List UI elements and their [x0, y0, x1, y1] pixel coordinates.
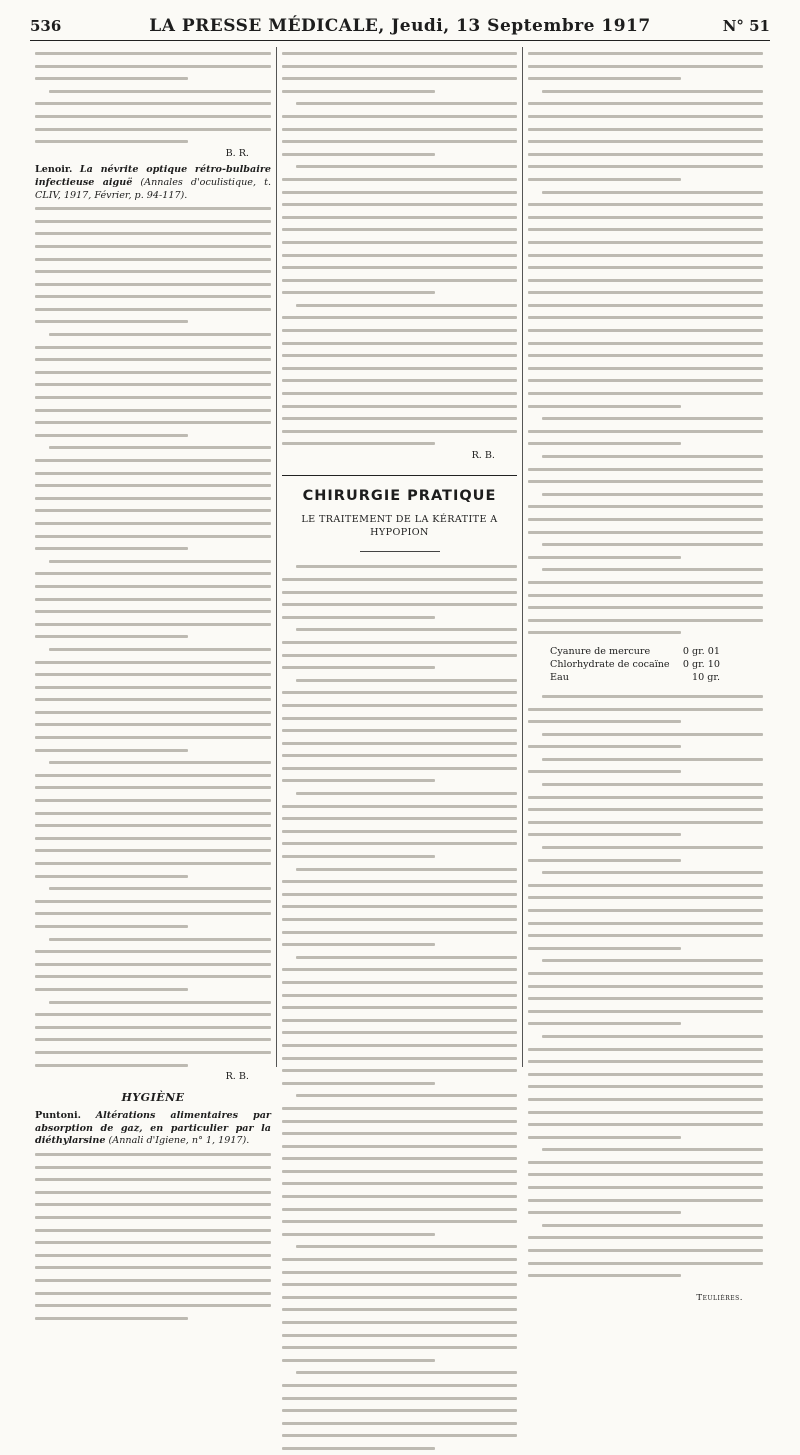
text-block [35, 202, 271, 1071]
signature: B. R. [225, 147, 249, 159]
entry-author: Puntoni. [35, 1110, 81, 1122]
section-title: CHIRURGIE PRATIQUE [302, 487, 497, 504]
bibliographic-entry [35, 164, 271, 202]
text-block [35, 47, 271, 148]
formula-row [550, 671, 720, 684]
signature: R. B. [471, 450, 495, 461]
section-divider [282, 475, 517, 476]
entry-reference: (Annales d'oculistique, t. CLIV, 1917, Février, p. 94-117). [35, 176, 271, 201]
entry-title: Altérations alimentaires par absorption de gaz, en particulier par la diéthylarsine [35, 1110, 271, 1147]
entry-author: Lenoir. [35, 164, 73, 176]
journal-title: LA PRESSE MÉDICALE, Jeudi, 13 Septembre 1917 [149, 16, 651, 36]
article-byline: Teulières. [696, 1292, 743, 1303]
formula-row [550, 645, 720, 658]
signature: R. B. [225, 1071, 249, 1083]
prescription-formula [550, 645, 763, 684]
text-block [282, 47, 517, 450]
formula-quantity: 10 gr. [692, 671, 720, 683]
entry-reference: (Annali d'Igiene, n° 1, 1917). [108, 1135, 250, 1147]
text-block [282, 560, 517, 1454]
text-block [528, 47, 763, 639]
column-middle [276, 47, 522, 1067]
column-left [30, 47, 276, 1147]
formula-row [550, 658, 720, 671]
page-number: 536 [30, 17, 62, 35]
article-title: LE TRAITEMENT DE LA KÉRATITE A HYPOPION [301, 514, 498, 538]
formula-ingredient: Cyanure de mercure [550, 645, 651, 657]
text-columns [30, 47, 770, 1303]
page-header [30, 16, 770, 41]
formula-quantity: 0 gr. 10 [682, 658, 720, 670]
text-block [528, 690, 763, 1282]
issue-number: N° 51 [722, 17, 770, 35]
bibliographic-entry [35, 1110, 271, 1148]
formula-ingredient: Chlorhydrate de cocaïne [550, 658, 670, 670]
entry-title: La névrite optique rétro-bulbaire infectieuse aiguë [35, 164, 271, 188]
title-rule [360, 551, 440, 552]
formula-quantity: 0 gr. 01 [682, 645, 720, 657]
column-right [522, 47, 768, 1303]
subsection-title: HYGIÈNE [121, 1090, 185, 1104]
formula-ingredient: Eau [550, 671, 569, 683]
text-block [35, 1148, 271, 1324]
